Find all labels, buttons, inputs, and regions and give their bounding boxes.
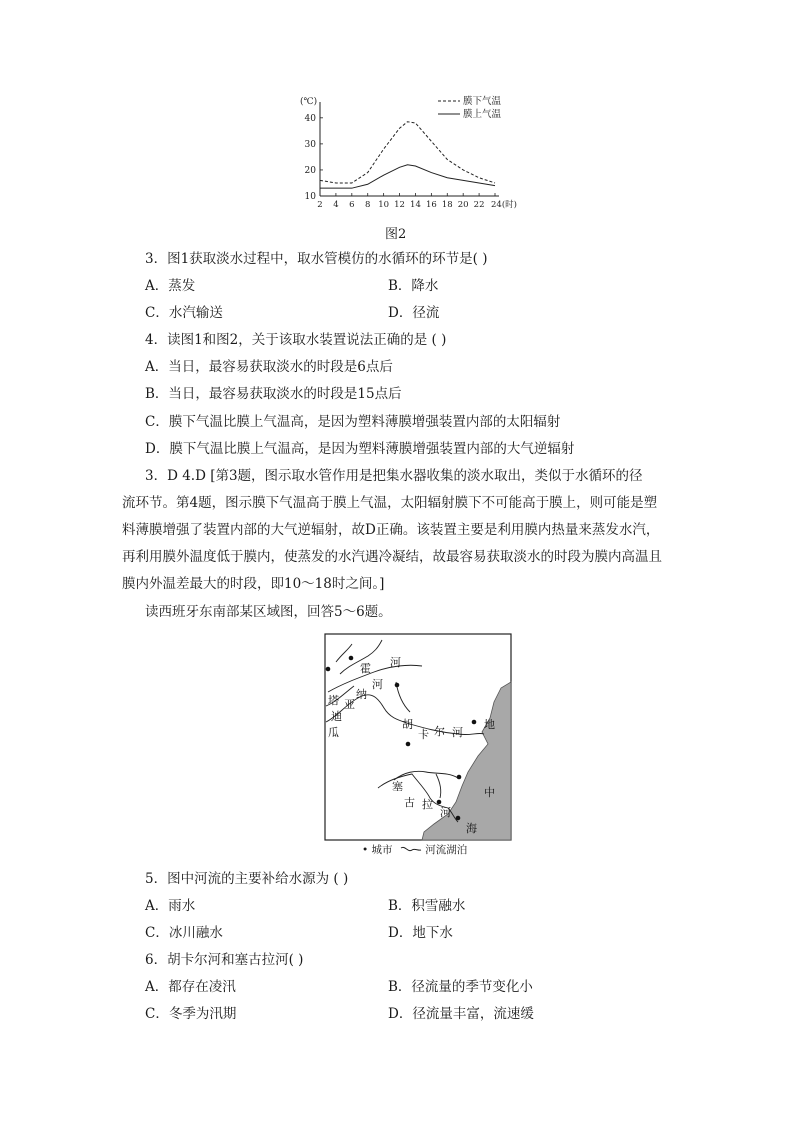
y-tick-label: 30 bbox=[304, 139, 316, 150]
y-axis-label: (℃) bbox=[300, 97, 318, 107]
map-label-he3: 河 bbox=[452, 726, 463, 739]
q3-option-d[interactable]: D．径流 bbox=[388, 305, 440, 321]
q5-option-d[interactable]: D．地下水 bbox=[388, 925, 453, 941]
answer-line-4: 再利用膜外温度低于膜内，使蒸发的水汽遇冷凝结，故最容易获取淡水的时段为膜内高温且 bbox=[122, 549, 662, 565]
x-tick-label: 20 bbox=[457, 200, 469, 210]
q3-option-c[interactable]: C．水汽输送 bbox=[145, 305, 223, 321]
q3-option-a[interactable]: A．蒸发 bbox=[145, 278, 196, 294]
q6-option-d[interactable]: D．径流量丰富，流速缓 bbox=[388, 1006, 534, 1022]
legend-river: 河流湖泊 bbox=[425, 844, 468, 856]
x-tick-label: 10 bbox=[378, 200, 390, 210]
y-tick-label: 40 bbox=[304, 113, 316, 124]
q6-option-b[interactable]: B．径流量的季节变化小 bbox=[388, 979, 533, 995]
map-label-he4: 河 bbox=[440, 806, 451, 819]
map-label-gu: 古 bbox=[404, 796, 415, 809]
q5-option-c[interactable]: C．冰川融水 bbox=[145, 925, 223, 941]
map-label-he2: 河 bbox=[372, 678, 383, 691]
legend-label: 膜下气温 bbox=[463, 96, 502, 107]
q6-stem: 6．胡卡尔河和塞古拉河( ) bbox=[145, 952, 304, 968]
city-4 bbox=[472, 720, 477, 725]
x-tick-label: 4 bbox=[333, 200, 339, 210]
map-label-ta: 塔 bbox=[328, 694, 339, 707]
answer-line-2: 流环节。第4题，图示膜下气温高于膜上气温，太阳辐射膜下不可能高于膜上，则可能是塑 bbox=[122, 495, 658, 511]
x-tick-label: 12 bbox=[394, 200, 405, 210]
map-label-hai: 海 bbox=[466, 822, 477, 835]
q4-option-c[interactable]: C．膜下气温比膜上气温高，是因为塑料薄膜增强装置内部的太阳辐射 bbox=[145, 414, 561, 430]
q5-option-b[interactable]: B．积雪融水 bbox=[388, 898, 466, 914]
spain-map bbox=[318, 632, 518, 858]
city-6 bbox=[457, 775, 462, 780]
answer-line-3: 料薄膜增强了装置内部的大气逆辐射，故D正确。该装置主要是利用膜内热量来蒸发水汽， bbox=[122, 522, 660, 538]
x-tick-label: 24(时) bbox=[491, 200, 517, 210]
map-label-hu: 胡 bbox=[402, 718, 413, 731]
answer-line-1: 3．D 4.D [第3题，图示取水管作用是把集水器收集的淡水取出，类似于水循环的径 bbox=[145, 468, 643, 484]
legend-city: • 城市 bbox=[362, 844, 393, 856]
map-label-gua: 瓜 bbox=[328, 726, 339, 739]
map-label-er: 尔 bbox=[434, 725, 445, 738]
x-tick-label: 2 bbox=[317, 200, 323, 210]
figure2-caption: 图2 bbox=[385, 227, 407, 242]
answer-line-5: 膜内外温差最大的时段，即10～18时之间。] bbox=[122, 576, 385, 592]
series-line-over-film bbox=[320, 165, 495, 188]
q4-stem: 4．读图1和图2，关于该取水装置说法正确的是 ( ) bbox=[145, 332, 447, 348]
map-label-na: 纳 bbox=[356, 688, 367, 701]
map-label-di2: 地 bbox=[484, 718, 495, 731]
x-tick-label: 8 bbox=[365, 200, 371, 210]
map-label-di: 迪 bbox=[331, 710, 342, 723]
q4-option-a[interactable]: A．当日，最容易获取淡水的时段是6点后 bbox=[145, 359, 393, 375]
legend-label: 膜上气温 bbox=[463, 109, 502, 120]
map-label-sai: 塞 bbox=[392, 780, 403, 793]
chart-plot bbox=[300, 95, 517, 210]
y-tick-label: 20 bbox=[304, 165, 316, 176]
map-label-he1: 河 bbox=[390, 656, 401, 669]
x-tick-label: 6 bbox=[349, 200, 355, 210]
legend-river-icon bbox=[400, 845, 422, 855]
map-label-ya: 亚 bbox=[344, 698, 355, 711]
map-legend bbox=[362, 842, 467, 857]
q6-option-a[interactable]: A．都存在凌汛 bbox=[145, 979, 236, 995]
x-tick-label: 18 bbox=[441, 200, 453, 210]
city-8 bbox=[456, 816, 461, 821]
x-tick-label: 22 bbox=[473, 200, 485, 210]
q6-option-c[interactable]: C．冬季为汛期 bbox=[145, 1006, 237, 1022]
q5-stem: 5．图中河流的主要补给水源为 ( ) bbox=[145, 871, 349, 887]
map-label-ka: 卡 bbox=[418, 728, 429, 741]
city-2 bbox=[349, 656, 354, 661]
q4-option-d[interactable]: D．膜下气温比膜上气温高，是因为塑料薄膜增强装置内部的大气逆辐射 bbox=[145, 441, 575, 457]
x-tick-label: 14 bbox=[410, 200, 421, 210]
map-label-la: 拉 bbox=[422, 798, 433, 811]
q3-stem: 3．图1获取淡水过程中，取水管模仿的水循环的环节是( ) bbox=[145, 251, 488, 267]
city-7 bbox=[437, 800, 442, 805]
y-tick-label: 10 bbox=[304, 192, 316, 202]
x-tick-label: 16 bbox=[425, 200, 437, 210]
map-label-zhong: 中 bbox=[484, 786, 495, 799]
series-line-under-film bbox=[320, 122, 495, 183]
q4-option-b[interactable]: B．当日，最容易获取淡水的时段是15点后 bbox=[145, 386, 402, 402]
map-label-huo: 霍 bbox=[360, 662, 371, 675]
q5-option-a[interactable]: A．雨水 bbox=[145, 898, 196, 914]
city-5 bbox=[406, 742, 411, 747]
city-1 bbox=[326, 667, 331, 672]
figure2-chart bbox=[290, 92, 530, 222]
city-3 bbox=[395, 683, 400, 688]
map-intro: 读西班牙东南部某区域图，回答5～6题。 bbox=[145, 604, 392, 620]
q3-option-b[interactable]: B．降水 bbox=[388, 278, 439, 294]
